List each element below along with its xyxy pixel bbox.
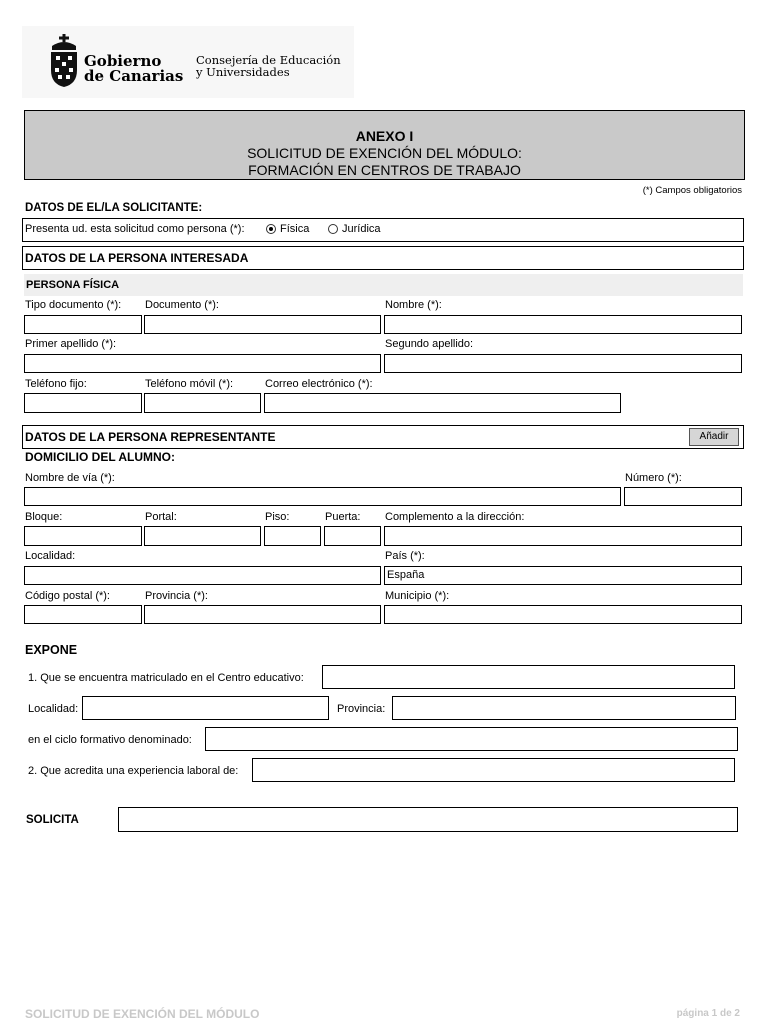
- primer-apellido-label: Primer apellido (*):: [25, 338, 117, 350]
- title-annex: ANEXO I: [355, 128, 414, 144]
- interesada-heading: DATOS DE LA PERSONA INTERESADA: [25, 251, 249, 265]
- person-type-row: [22, 218, 744, 242]
- gov-name-line2: de Canarias: [84, 67, 184, 85]
- title-line3: FORMACIÓN EN CENTROS DE TRABAJO: [248, 162, 521, 178]
- add-representante-button[interactable]: Añadir: [689, 428, 739, 446]
- numero-field[interactable]: [624, 487, 742, 506]
- municipio-field[interactable]: [384, 605, 742, 624]
- puerta-field[interactable]: [324, 526, 381, 546]
- representante-section: [22, 425, 744, 449]
- radio-juridica[interactable]: [328, 224, 338, 234]
- portal-field[interactable]: [144, 526, 261, 546]
- numero-label: Número (*):: [625, 472, 682, 484]
- nombre-field[interactable]: [384, 315, 742, 334]
- expone-localidad-label: Localidad:: [28, 703, 79, 715]
- provincia-label: Provincia (*):: [145, 590, 208, 602]
- documento-field[interactable]: [144, 315, 381, 334]
- department-line1: Consejería de Educación: [196, 53, 341, 67]
- pais-field[interactable]: España: [384, 566, 742, 585]
- solicita-heading: SOLICITA: [26, 814, 79, 826]
- solicitante-heading: DATOS DE EL/LA SOLICITANTE:: [25, 202, 203, 214]
- complemento-field[interactable]: [384, 526, 742, 546]
- canarias-crest-icon: [48, 34, 80, 88]
- footer-title: SOLICITUD DE EXENCIÓN DEL MÓDULO: [25, 1007, 260, 1021]
- tipo-documento-label: Tipo documento (*):: [25, 299, 122, 311]
- correo-field[interactable]: [264, 393, 621, 413]
- telefono-fijo-label: Teléfono fijo:: [25, 378, 87, 390]
- via-label: Nombre de vía (*):: [25, 472, 115, 484]
- person-type-question: Presenta ud. esta solicitud como persona (*):: [25, 223, 245, 235]
- document-title: [24, 110, 745, 180]
- page-number: página 1 de 2: [676, 1008, 740, 1019]
- codigo-postal-label: Código postal (*):: [25, 590, 110, 602]
- department-line2: y Universidades: [196, 65, 290, 79]
- piso-label: Piso:: [265, 511, 290, 523]
- gov-name-line1: Gobierno: [84, 52, 162, 70]
- radio-fisica-label[interactable]: Física: [280, 223, 310, 235]
- tipo-documento-field[interactable]: [24, 315, 142, 334]
- persona-fisica-heading: PERSONA FÍSICA: [26, 279, 120, 291]
- portal-label: Portal:: [145, 511, 177, 523]
- provincia-field[interactable]: [144, 605, 381, 624]
- expone-provincia-label: Provincia:: [337, 703, 386, 715]
- radio-fisica[interactable]: [266, 224, 276, 234]
- telefono-fijo-field[interactable]: [24, 393, 142, 413]
- puerta-label: Puerta:: [325, 511, 361, 523]
- localidad-field[interactable]: [24, 566, 381, 585]
- correo-label: Correo electrónico (*):: [265, 378, 373, 390]
- localidad-label: Localidad:: [25, 550, 76, 562]
- primer-apellido-field[interactable]: [24, 354, 381, 373]
- bloque-label: Bloque:: [25, 511, 63, 523]
- bloque-field[interactable]: [24, 526, 142, 546]
- representante-heading: DATOS DE LA PERSONA REPRESENTANTE: [25, 430, 276, 444]
- solicita-field[interactable]: [118, 807, 738, 832]
- centro-educativo-label: 1. Que se encuentra matriculado en el Centro educativo:: [28, 672, 304, 684]
- complemento-label: Complemento a la dirección:: [385, 511, 525, 523]
- expone-localidad-field[interactable]: [82, 696, 329, 720]
- ciclo-formativo-label: en el ciclo formativo denominado:: [28, 734, 192, 746]
- experiencia-laboral-field[interactable]: [252, 758, 735, 782]
- piso-field[interactable]: [264, 526, 321, 546]
- interesada-section: [22, 246, 744, 270]
- centro-educativo-field[interactable]: [322, 665, 735, 689]
- persona-fisica-bar: [24, 274, 743, 296]
- segundo-apellido-label: Segundo apellido:: [385, 338, 474, 350]
- codigo-postal-field[interactable]: [24, 605, 142, 624]
- telefono-movil-label: Teléfono móvil (*):: [145, 378, 234, 390]
- required-fields-note: (*) Campos obligatorios: [642, 185, 742, 196]
- segundo-apellido-field[interactable]: [384, 354, 742, 373]
- expone-provincia-field[interactable]: [392, 696, 736, 720]
- domicilio-heading: DOMICILIO DEL ALUMNO:: [25, 450, 175, 464]
- expone-heading: EXPONE: [25, 643, 78, 657]
- radio-juridica-label[interactable]: Jurídica: [342, 223, 381, 235]
- municipio-label: Municipio (*):: [385, 590, 450, 602]
- ciclo-formativo-field[interactable]: [205, 727, 738, 751]
- via-field[interactable]: [24, 487, 621, 506]
- experiencia-laboral-label: 2. Que acredita una experiencia laboral de:: [28, 765, 239, 777]
- title-line2: SOLICITUD DE EXENCIÓN DEL MÓDULO:: [247, 145, 522, 161]
- telefono-movil-field[interactable]: [144, 393, 261, 413]
- documento-label: Documento (*):: [145, 299, 219, 311]
- nombre-label: Nombre (*):: [385, 299, 442, 311]
- pais-label: País (*):: [385, 550, 425, 562]
